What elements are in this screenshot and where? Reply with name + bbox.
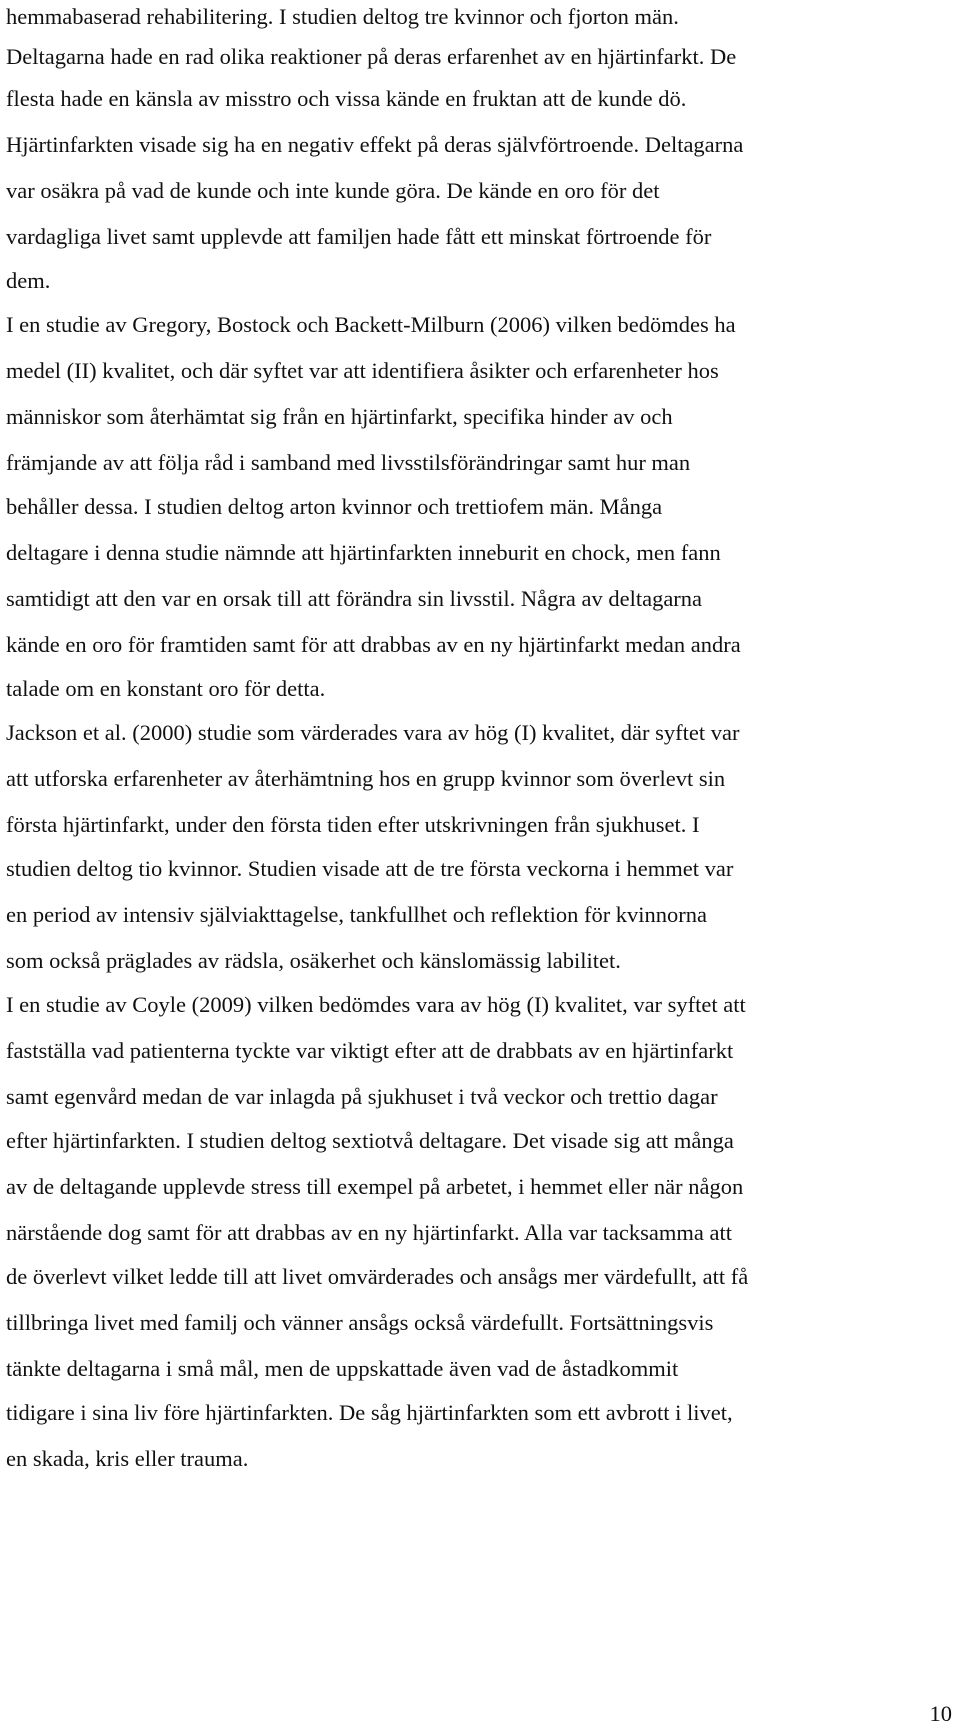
text-line: vardagliga livet samt upplevde att familjen hade fått ett minskat förtroende för: [6, 224, 712, 249]
text-line: människor som återhämtat sig från en hjärtinfarkt, specifika hinder av och: [6, 404, 673, 429]
text-line: en period av intensiv själviakttagelse, tankfullhet och reflektion för kvinnorna: [6, 902, 708, 927]
text-line: dem.: [6, 268, 51, 293]
text-line: samt egenvård medan de var inlagda på sjukhuset i två veckor och trettio dagar: [6, 1084, 718, 1109]
text-line: första hjärtinfarkt, under den första tiden efter utskrivningen från sjukhuset. I: [6, 812, 700, 837]
text-line: främjande av att följa råd i samband med livsstilsförändringar samt hur man: [6, 450, 691, 475]
text-line: samtidigt att den var en orsak till att förändra sin livsstil. Några av deltagarna: [6, 586, 703, 611]
text-line: av de deltagande upplevde stress till exempel på arbetet, i hemmet eller när någon: [6, 1174, 744, 1199]
text-line: att utforska erfarenheter av återhämtning hos en grupp kvinnor som överlevt sin: [6, 766, 726, 791]
text-line: medel (II) kvalitet, och där syftet var att identifiera åsikter och erfarenheter hos: [6, 358, 719, 383]
text-line: som också präglades av rädsla, osäkerhet och känslomässig labilitet.: [6, 948, 621, 973]
text-line: behåller dessa. I studien deltog arton kvinnor och trettiofem män. Många: [6, 494, 663, 519]
text-line: en skada, kris eller trauma.: [6, 1446, 249, 1471]
text-line: talade om en konstant oro för detta.: [6, 676, 326, 701]
text-line: Deltagarna hade en rad olika reaktioner på deras erfarenhet av en hjärtinfarkt. De: [6, 44, 737, 69]
text-line: närstående dog samt för att drabbas av en ny hjärtinfarkt. Alla var tacksamma att: [6, 1220, 732, 1245]
text-line: I en studie av Gregory, Bostock och Backett-Milburn (2006) vilken bedömdes ha: [6, 312, 736, 337]
text-line: efter hjärtinfarkten. I studien deltog sextiotvå deltagare. Det visade sig att många: [6, 1128, 734, 1153]
text-line: studien deltog tio kvinnor. Studien visade att de tre första veckorna i hemmet var: [6, 856, 734, 881]
text-line: deltagare i denna studie nämnde att hjärtinfarkten inneburit en chock, men fann: [6, 540, 721, 565]
text-line: Hjärtinfarkten visade sig ha en negativ effekt på deras självförtroende. Deltagarna: [6, 132, 744, 157]
text-line: flesta hade en känsla av misstro och vissa kände en fruktan att de kunde dö.: [6, 86, 687, 111]
text-line: Jackson et al. (2000) studie som värderades vara av hög (I) kvalitet, där syftet var: [6, 720, 740, 745]
text-line: tillbringa livet med familj och vänner ansågs också värdefullt. Fortsättningsvis: [6, 1310, 714, 1335]
text-line: tidigare i sina liv före hjärtinfarkten. De såg hjärtinfarkten som ett avbrott i livet,: [6, 1400, 733, 1425]
text-line: var osäkra på vad de kunde och inte kunde göra. De kände en oro för det: [6, 178, 660, 203]
text-line: kände en oro för framtiden samt för att drabbas av en ny hjärtinfarkt medan andra: [6, 632, 741, 657]
page-number: 10: [929, 1701, 952, 1726]
text-line: hemmabaserad rehabilitering. I studien deltog tre kvinnor och fjorton män.: [6, 4, 679, 29]
text-line: I en studie av Coyle (2009) vilken bedömdes vara av hög (I) kvalitet, var syftet att: [6, 992, 746, 1017]
text-line: fastställa vad patienterna tyckte var viktigt efter att de drabbats av en hjärtinfarkt: [6, 1038, 734, 1063]
text-line: tänkte deltagarna i små mål, men de uppskattade även vad de åstadkommit: [6, 1356, 679, 1381]
text-line: de överlevt vilket ledde till att livet omvärderades och ansågs mer värdefullt, att få: [6, 1264, 749, 1289]
